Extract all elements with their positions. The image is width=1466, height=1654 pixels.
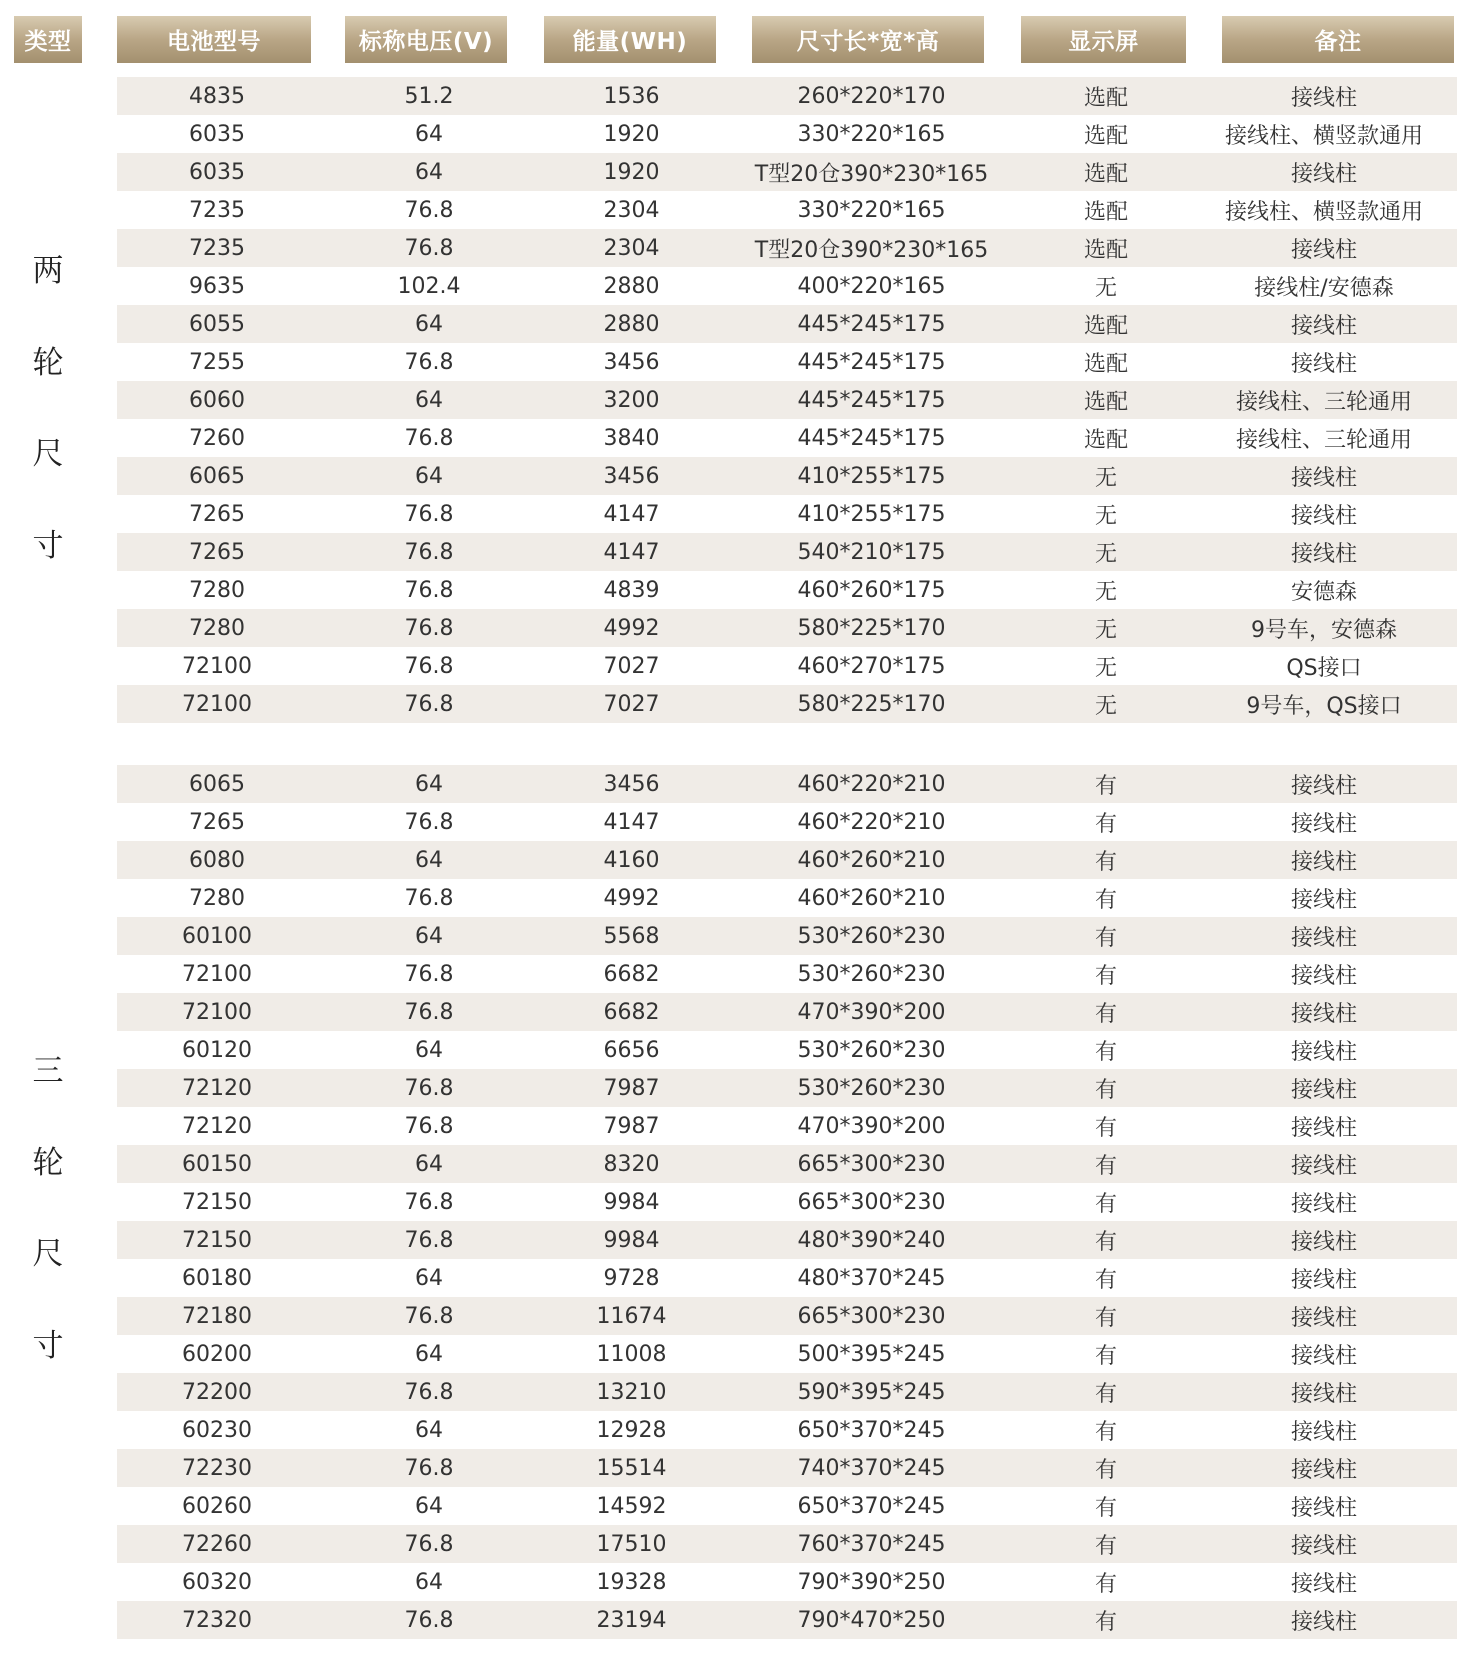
cell-energy: 3456 — [603, 771, 660, 797]
cell-model: 60260 — [182, 1493, 252, 1519]
header-remarks: 备注 — [1222, 16, 1454, 63]
cell-energy: 4147 — [603, 539, 660, 565]
cell-energy: 2304 — [603, 197, 660, 223]
cell-energy: 4839 — [603, 577, 660, 603]
cell-display: 有 — [1094, 1609, 1117, 1635]
cell-energy: 7027 — [603, 653, 660, 679]
table-row — [117, 765, 1457, 803]
cell-model: 60180 — [182, 1265, 252, 1291]
cell-model: 6035 — [189, 121, 245, 147]
cell-voltage: 76.8 — [404, 577, 454, 603]
cell-remarks: 接线柱 — [1290, 1229, 1357, 1255]
cell-model: 7255 — [189, 349, 245, 375]
cell-remarks: 接线柱 — [1290, 1571, 1357, 1597]
cell-voltage: 64 — [415, 923, 443, 949]
cell-voltage: 76.8 — [404, 1455, 454, 1481]
cell-energy: 4992 — [603, 615, 660, 641]
cell-voltage: 64 — [415, 847, 443, 873]
cell-remarks: 接线柱、三轮通用 — [1235, 427, 1412, 453]
cell-voltage: 76.8 — [404, 653, 454, 679]
cell-energy: 2880 — [603, 311, 660, 337]
cell-display: 有 — [1094, 1153, 1117, 1179]
cell-dimensions: 530*260*230 — [797, 961, 946, 987]
cell-voltage: 76.8 — [404, 1189, 454, 1215]
table-row — [117, 533, 1457, 571]
cell-dimensions: 540*210*175 — [797, 539, 946, 565]
cell-energy: 7987 — [603, 1075, 660, 1101]
cell-energy: 3456 — [603, 463, 660, 489]
table-row — [117, 1297, 1457, 1335]
cell-energy: 23194 — [596, 1607, 667, 1633]
cell-display: 选配 — [1083, 199, 1128, 225]
cell-model: 7265 — [189, 809, 245, 835]
cell-dimensions: 330*220*165 — [797, 197, 946, 223]
cell-voltage: 64 — [415, 1417, 443, 1443]
cell-model: 7235 — [189, 197, 245, 223]
cell-display: 无 — [1094, 655, 1117, 681]
cell-remarks: 接线柱 — [1290, 1305, 1357, 1331]
cell-remarks: 安德森 — [1290, 579, 1357, 605]
cell-energy: 2880 — [603, 273, 660, 299]
cell-model: 6065 — [189, 771, 245, 797]
table-row — [117, 1601, 1457, 1639]
cell-remarks: 9号车，QS接口 — [1246, 693, 1402, 719]
cell-remarks: 接线柱 — [1290, 237, 1357, 263]
cell-energy: 11008 — [596, 1341, 667, 1367]
table-row — [117, 267, 1457, 305]
table-row — [117, 1563, 1457, 1601]
cell-energy: 12928 — [596, 1417, 667, 1443]
cell-dimensions: 480*370*245 — [797, 1265, 946, 1291]
cell-remarks: 接线柱 — [1290, 1191, 1357, 1217]
cell-voltage: 64 — [415, 1151, 443, 1177]
cell-remarks: 接线柱 — [1290, 1343, 1357, 1369]
cell-display: 有 — [1094, 773, 1117, 799]
cell-dimensions: T型20仓390*230*165 — [754, 161, 989, 187]
section-label-three-wheel — [14, 1045, 82, 1365]
table-row — [117, 153, 1457, 191]
cell-dimensions: 530*260*230 — [797, 923, 946, 949]
cell-model: 60150 — [182, 1151, 252, 1177]
cell-display: 有 — [1094, 811, 1117, 837]
cell-dimensions: T型20仓390*230*165 — [754, 237, 989, 263]
table-two-wheel — [117, 77, 1457, 723]
cell-model: 6080 — [189, 847, 245, 873]
cell-model: 7280 — [189, 577, 245, 603]
cell-dimensions: 445*245*175 — [797, 425, 946, 451]
cell-dimensions: 580*225*170 — [797, 615, 946, 641]
cell-model: 72200 — [182, 1379, 252, 1405]
cell-model: 72150 — [182, 1189, 252, 1215]
cell-energy: 19328 — [596, 1569, 667, 1595]
cell-voltage: 76.8 — [404, 501, 454, 527]
table-row — [117, 803, 1457, 841]
cell-display: 无 — [1094, 275, 1117, 301]
cell-model: 72150 — [182, 1227, 252, 1253]
cell-remarks: 接线柱 — [1290, 161, 1357, 187]
cell-display: 有 — [1094, 1191, 1117, 1217]
cell-energy: 11674 — [596, 1303, 667, 1329]
table-row — [117, 993, 1457, 1031]
cell-dimensions: 665*300*230 — [797, 1151, 946, 1177]
cell-dimensions: 460*220*210 — [797, 809, 946, 835]
header-display: 显示屏 — [1021, 16, 1186, 63]
table-row — [117, 115, 1457, 153]
table-row — [117, 1525, 1457, 1563]
cell-display: 选配 — [1083, 313, 1128, 339]
cell-model: 60230 — [182, 1417, 252, 1443]
cell-energy: 9984 — [603, 1189, 660, 1215]
cell-dimensions: 460*260*210 — [797, 885, 946, 911]
cell-dimensions: 460*260*175 — [797, 577, 946, 603]
cell-model: 60200 — [182, 1341, 252, 1367]
cell-model: 60320 — [182, 1569, 252, 1595]
cell-voltage: 76.8 — [404, 1303, 454, 1329]
table-row — [117, 955, 1457, 993]
cell-remarks: 接线柱 — [1290, 1077, 1357, 1103]
cell-display: 无 — [1094, 579, 1117, 605]
table-row — [117, 1145, 1457, 1183]
cell-remarks: 接线柱 — [1290, 1267, 1357, 1293]
cell-model: 72260 — [182, 1531, 252, 1557]
cell-model: 72320 — [182, 1607, 252, 1633]
cell-remarks: 接线柱 — [1290, 1533, 1357, 1559]
cell-display: 有 — [1094, 1267, 1117, 1293]
cell-dimensions: 445*245*175 — [797, 311, 946, 337]
cell-energy: 1920 — [603, 121, 660, 147]
cell-display: 有 — [1094, 849, 1117, 875]
cell-remarks: 接线柱 — [1290, 1609, 1357, 1635]
cell-display: 有 — [1094, 1495, 1117, 1521]
cell-dimensions: 460*270*175 — [797, 653, 946, 679]
cell-dimensions: 260*220*170 — [797, 83, 946, 109]
cell-dimensions: 470*390*200 — [797, 999, 946, 1025]
cell-energy: 15514 — [596, 1455, 667, 1481]
cell-dimensions: 650*370*245 — [797, 1417, 946, 1443]
cell-display: 无 — [1094, 617, 1117, 643]
cell-model: 7265 — [189, 539, 245, 565]
table-row — [117, 191, 1457, 229]
cell-display: 选配 — [1083, 85, 1128, 111]
table-row — [117, 457, 1457, 495]
section-label-char: 寸 — [32, 527, 64, 564]
cell-remarks: 接线柱 — [1290, 849, 1357, 875]
cell-remarks: 接线柱/安德森 — [1254, 275, 1394, 301]
cell-voltage: 51.2 — [404, 83, 454, 109]
cell-remarks: 接线柱 — [1290, 541, 1357, 567]
cell-display: 选配 — [1083, 237, 1128, 263]
cell-display: 有 — [1094, 1533, 1117, 1559]
cell-remarks: 接线柱 — [1290, 503, 1357, 529]
section-label-two-wheel — [14, 245, 82, 565]
table-row — [117, 343, 1457, 381]
cell-display: 有 — [1094, 1419, 1117, 1445]
cell-voltage: 76.8 — [404, 615, 454, 641]
cell-remarks: 接线柱 — [1290, 925, 1357, 951]
cell-remarks: 接线柱 — [1290, 1381, 1357, 1407]
cell-voltage: 76.8 — [404, 349, 454, 375]
table-row — [117, 571, 1457, 609]
cell-energy: 3200 — [603, 387, 660, 413]
cell-remarks: 接线柱、横竖款通用 — [1224, 199, 1423, 225]
cell-voltage: 76.8 — [404, 885, 454, 911]
cell-dimensions: 400*220*165 — [797, 273, 946, 299]
cell-energy: 4147 — [603, 809, 660, 835]
header-voltage: 标称电压(V) — [345, 16, 507, 63]
cell-dimensions: 445*245*175 — [797, 387, 946, 413]
cell-dimensions: 410*255*175 — [797, 463, 946, 489]
table-row — [117, 1487, 1457, 1525]
cell-remarks: 接线柱 — [1290, 313, 1357, 339]
table-row — [117, 77, 1457, 115]
table-row — [117, 917, 1457, 955]
cell-dimensions: 330*220*165 — [797, 121, 946, 147]
table-row — [117, 1335, 1457, 1373]
table-row — [117, 1183, 1457, 1221]
section-label-char: 轮 — [32, 1144, 64, 1181]
cell-display: 有 — [1094, 963, 1117, 989]
cell-display: 有 — [1094, 1001, 1117, 1027]
cell-dimensions: 590*395*245 — [797, 1379, 946, 1405]
table-row — [117, 1107, 1457, 1145]
cell-display: 选配 — [1083, 389, 1128, 415]
header-energy: 能量(WH) — [544, 16, 716, 63]
cell-voltage: 76.8 — [404, 1075, 454, 1101]
section-label-char: 尺 — [32, 1236, 64, 1273]
cell-dimensions: 500*395*245 — [797, 1341, 946, 1367]
cell-dimensions: 445*245*175 — [797, 349, 946, 375]
cell-remarks: 接线柱 — [1290, 1115, 1357, 1141]
cell-energy: 4160 — [603, 847, 660, 873]
cell-model: 6055 — [189, 311, 245, 337]
cell-display: 选配 — [1083, 123, 1128, 149]
cell-energy: 14592 — [596, 1493, 667, 1519]
cell-remarks: 接线柱 — [1290, 1495, 1357, 1521]
cell-energy: 6656 — [603, 1037, 660, 1063]
cell-model: 72120 — [182, 1113, 252, 1139]
table-row — [117, 305, 1457, 343]
cell-model: 7235 — [189, 235, 245, 261]
cell-energy: 7987 — [603, 1113, 660, 1139]
cell-model: 72100 — [182, 691, 252, 717]
cell-energy: 6682 — [603, 999, 660, 1025]
cell-dimensions: 650*370*245 — [797, 1493, 946, 1519]
cell-voltage: 76.8 — [404, 539, 454, 565]
cell-remarks: 接线柱 — [1290, 1001, 1357, 1027]
cell-model: 72180 — [182, 1303, 252, 1329]
cell-remarks: 接线柱 — [1290, 351, 1357, 377]
cell-voltage: 64 — [415, 1037, 443, 1063]
cell-voltage: 76.8 — [404, 691, 454, 717]
table-row — [117, 381, 1457, 419]
cell-remarks: 接线柱 — [1290, 773, 1357, 799]
cell-display: 选配 — [1083, 161, 1128, 187]
cell-voltage: 76.8 — [404, 1379, 454, 1405]
cell-model: 7280 — [189, 885, 245, 911]
cell-energy: 1920 — [603, 159, 660, 185]
table-row — [117, 609, 1457, 647]
cell-voltage: 64 — [415, 1569, 443, 1595]
cell-remarks: 接线柱、横竖款通用 — [1224, 123, 1423, 149]
cell-dimensions: 760*370*245 — [797, 1531, 946, 1557]
cell-voltage: 76.8 — [404, 197, 454, 223]
section-label-char: 寸 — [32, 1327, 64, 1364]
cell-energy: 9728 — [603, 1265, 660, 1291]
table-row — [117, 879, 1457, 917]
cell-voltage: 64 — [415, 121, 443, 147]
table-three-wheel — [117, 765, 1457, 1639]
cell-display: 无 — [1094, 693, 1117, 719]
header-model: 电池型号 — [117, 16, 311, 63]
cell-remarks: 接线柱 — [1290, 465, 1357, 491]
cell-energy: 9984 — [603, 1227, 660, 1253]
cell-energy: 13210 — [596, 1379, 667, 1405]
cell-model: 60100 — [182, 923, 252, 949]
cell-voltage: 76.8 — [404, 1607, 454, 1633]
cell-voltage: 76.8 — [404, 1227, 454, 1253]
cell-model: 7265 — [189, 501, 245, 527]
cell-voltage: 76.8 — [404, 1113, 454, 1139]
cell-energy: 6682 — [603, 961, 660, 987]
cell-display: 有 — [1094, 1039, 1117, 1065]
table-row — [117, 495, 1457, 533]
cell-dimensions: 665*300*230 — [797, 1303, 946, 1329]
cell-voltage: 64 — [415, 311, 443, 337]
cell-model: 7260 — [189, 425, 245, 451]
cell-display: 无 — [1094, 465, 1117, 491]
table-row — [117, 419, 1457, 457]
cell-remarks: 9号车，安德森 — [1251, 617, 1397, 643]
cell-voltage: 76.8 — [404, 809, 454, 835]
cell-voltage: 64 — [415, 771, 443, 797]
cell-dimensions: 530*260*230 — [797, 1075, 946, 1101]
cell-energy: 5568 — [603, 923, 660, 949]
cell-dimensions: 460*260*210 — [797, 847, 946, 873]
cell-display: 有 — [1094, 1571, 1117, 1597]
cell-energy: 8320 — [603, 1151, 660, 1177]
cell-display: 无 — [1094, 541, 1117, 567]
table-row — [117, 1411, 1457, 1449]
cell-energy: 7027 — [603, 691, 660, 717]
cell-energy: 3456 — [603, 349, 660, 375]
table-row — [117, 1449, 1457, 1487]
table-row — [117, 1373, 1457, 1411]
cell-voltage: 64 — [415, 1341, 443, 1367]
table-row — [117, 1221, 1457, 1259]
cell-voltage: 76.8 — [404, 235, 454, 261]
cell-remarks: 接线柱 — [1290, 1457, 1357, 1483]
cell-model: 6065 — [189, 463, 245, 489]
cell-voltage: 76.8 — [404, 999, 454, 1025]
cell-model: 72230 — [182, 1455, 252, 1481]
cell-display: 有 — [1094, 1229, 1117, 1255]
cell-dimensions: 740*370*245 — [797, 1455, 946, 1481]
cell-remarks: 接线柱 — [1290, 963, 1357, 989]
header-dimensions: 尺寸长*宽*高 — [752, 16, 984, 63]
cell-model: 72100 — [182, 653, 252, 679]
cell-voltage: 64 — [415, 1265, 443, 1291]
cell-remarks: 接线柱、三轮通用 — [1235, 389, 1412, 415]
cell-dimensions: 790*470*250 — [797, 1607, 946, 1633]
cell-remarks: 接线柱 — [1290, 811, 1357, 837]
cell-model: 60120 — [182, 1037, 252, 1063]
table-row — [117, 1069, 1457, 1107]
table-row — [117, 1031, 1457, 1069]
cell-voltage: 64 — [415, 387, 443, 413]
cell-model: 6035 — [189, 159, 245, 185]
table-row — [117, 647, 1457, 685]
cell-dimensions: 470*390*200 — [797, 1113, 946, 1139]
cell-model: 72100 — [182, 961, 252, 987]
cell-display: 选配 — [1083, 427, 1128, 453]
cell-display: 无 — [1094, 503, 1117, 529]
cell-voltage: 64 — [415, 463, 443, 489]
section-label-char: 尺 — [32, 436, 64, 473]
cell-energy: 17510 — [596, 1531, 667, 1557]
cell-voltage: 64 — [415, 1493, 443, 1519]
cell-dimensions: 790*390*250 — [797, 1569, 946, 1595]
cell-dimensions: 460*220*210 — [797, 771, 946, 797]
cell-remarks: 接线柱 — [1290, 1419, 1357, 1445]
cell-voltage: 102.4 — [397, 273, 461, 299]
table-row — [117, 841, 1457, 879]
cell-energy: 1536 — [603, 83, 660, 109]
section-label-char: 轮 — [32, 344, 64, 381]
cell-display: 有 — [1094, 1077, 1117, 1103]
cell-energy: 3840 — [603, 425, 660, 451]
cell-dimensions: 480*390*240 — [797, 1227, 946, 1253]
cell-display: 有 — [1094, 1115, 1117, 1141]
cell-remarks: 接线柱 — [1290, 1153, 1357, 1179]
cell-voltage: 76.8 — [404, 1531, 454, 1557]
cell-remarks: 接线柱 — [1290, 85, 1357, 111]
table-row — [117, 229, 1457, 267]
cell-dimensions: 530*260*230 — [797, 1037, 946, 1063]
cell-display: 有 — [1094, 1381, 1117, 1407]
table-row — [117, 685, 1457, 723]
cell-energy: 4147 — [603, 501, 660, 527]
cell-model: 4835 — [189, 83, 245, 109]
section-label-char: 三 — [32, 1053, 64, 1089]
cell-voltage: 76.8 — [404, 425, 454, 451]
cell-dimensions: 410*255*175 — [797, 501, 946, 527]
cell-display: 有 — [1094, 1305, 1117, 1331]
cell-remarks: 接线柱 — [1290, 887, 1357, 913]
cell-model: 6060 — [189, 387, 245, 413]
cell-remarks: 接线柱 — [1290, 1039, 1357, 1065]
cell-energy: 4992 — [603, 885, 660, 911]
cell-voltage: 64 — [415, 159, 443, 185]
section-label-char: 两 — [32, 253, 64, 289]
cell-dimensions: 665*300*230 — [797, 1189, 946, 1215]
cell-remarks: QS接口 — [1286, 655, 1362, 681]
table-row — [117, 1259, 1457, 1297]
cell-model: 72100 — [182, 999, 252, 1025]
cell-display: 有 — [1094, 1457, 1117, 1483]
cell-display: 有 — [1094, 925, 1117, 951]
cell-voltage: 76.8 — [404, 961, 454, 987]
cell-model: 7280 — [189, 615, 245, 641]
cell-display: 有 — [1094, 887, 1117, 913]
cell-model: 72120 — [182, 1075, 252, 1101]
cell-energy: 2304 — [603, 235, 660, 261]
cell-dimensions: 580*225*170 — [797, 691, 946, 717]
header-type: 类型 — [14, 16, 82, 63]
cell-display: 有 — [1094, 1343, 1117, 1369]
cell-model: 9635 — [189, 273, 245, 299]
cell-display: 选配 — [1083, 351, 1128, 377]
